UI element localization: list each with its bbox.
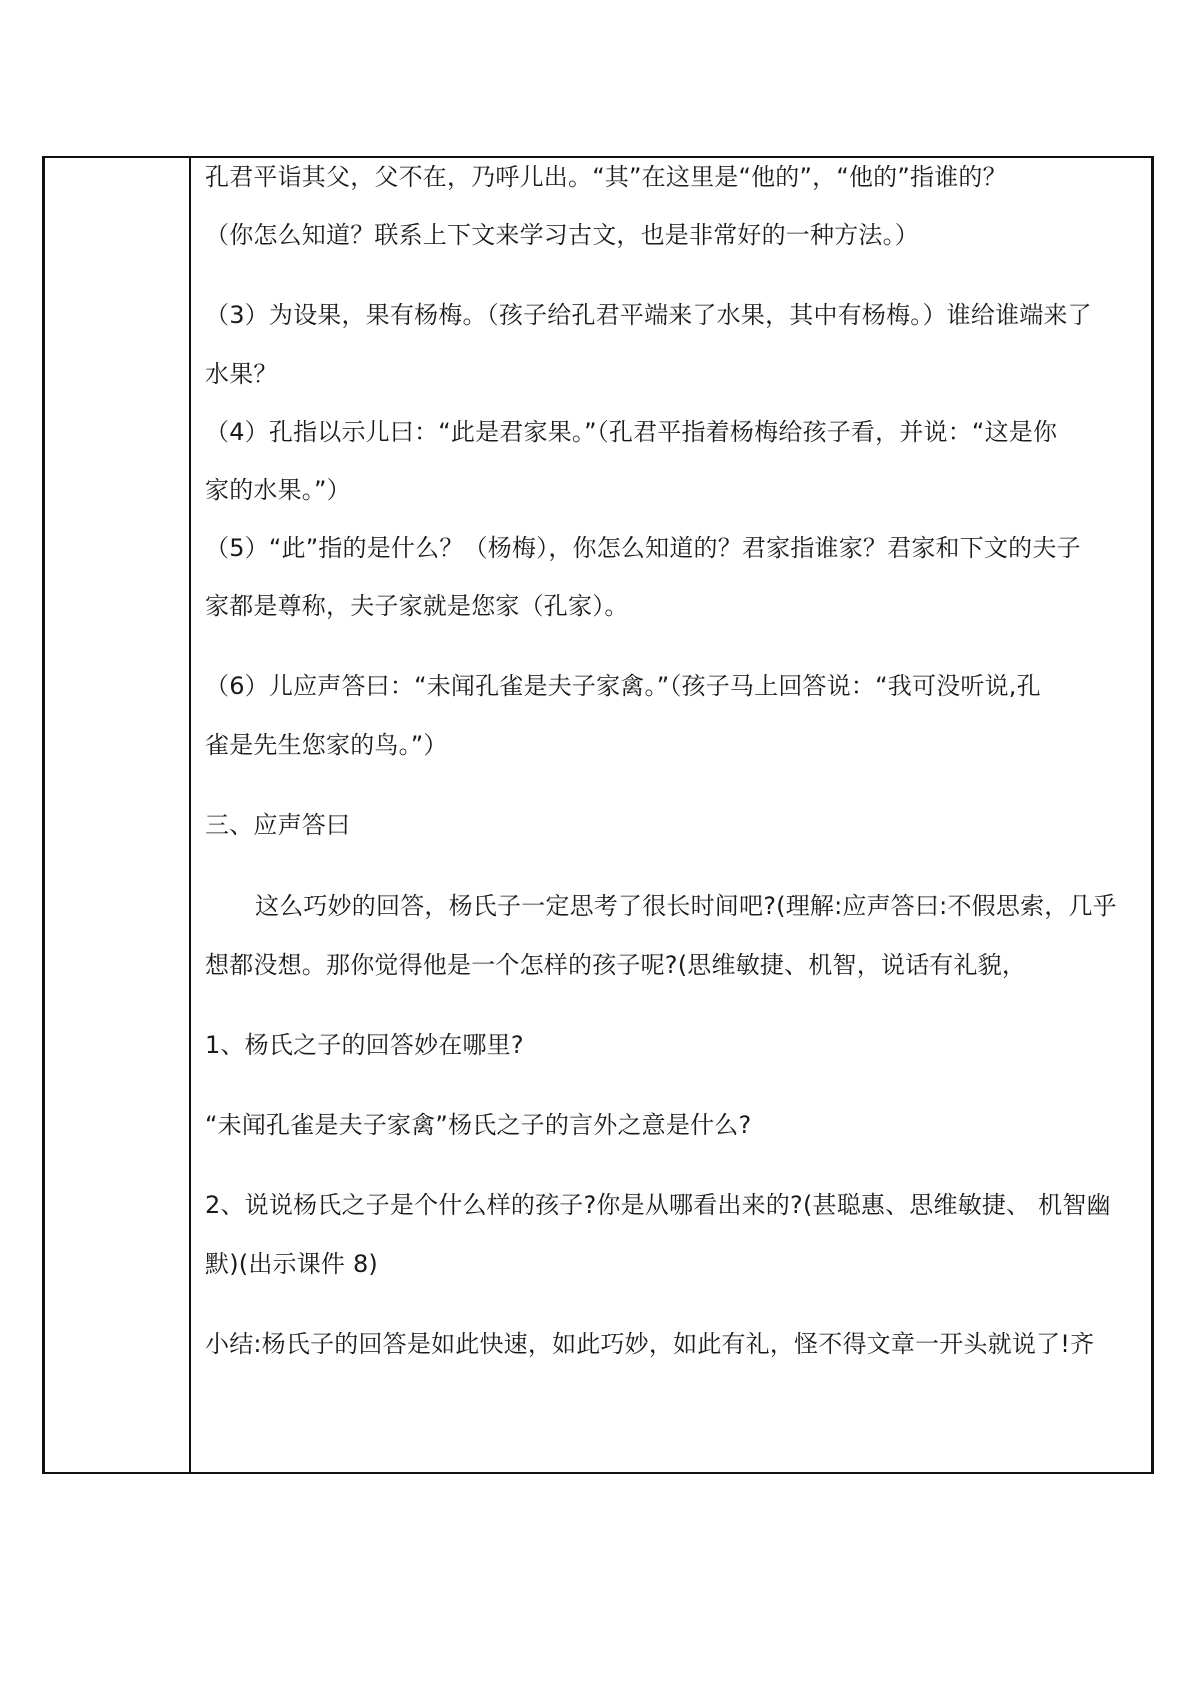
text-line: 家的水果。”）: [205, 476, 351, 504]
text-line: 水果？: [205, 360, 278, 388]
left-column-cell: [45, 158, 191, 1472]
text-line: 想都没想。那你觉得他是一个怎样的孩子呢?(思维敏捷、机智，说话有礼貌，: [205, 951, 1027, 979]
text-line: （3）为设果，果有杨梅。（孩子给孔君平端来了水果，其中有杨梅。）谁给谁端来了: [205, 301, 1092, 329]
text-line: （5）“此”指的是什么？（杨梅），你怎么知道的？君家指谁家？君家和下文的夫子: [205, 534, 1081, 562]
text-line: 这么巧妙的回答，杨氏子一定思考了很长时间吧?(理解:应声答曰:不假思索，几乎: [255, 892, 1117, 920]
text-line: 默)(出示课件 8): [205, 1250, 378, 1278]
text-line: 家都是尊称，夫子家就是您家（孔家）。: [205, 592, 629, 620]
content-cell: [191, 158, 1151, 1472]
text-line: 雀是先生您家的鸟。”）: [205, 731, 448, 759]
text-line: （4）孔指以示儿曰：“此是君家果。”（孔君平指着杨梅给孩子看，并说：“这是你: [205, 418, 1058, 446]
text-line: 1、杨氏之子的回答妙在哪里?: [205, 1031, 524, 1059]
section-heading: 三、应声答曰: [205, 811, 351, 839]
text-line: 小结:杨氏子的回答是如此快速，如此巧妙，如此有礼，怪不得文章一开头就说了!齐: [205, 1330, 1095, 1358]
text-line: （6）儿应声答曰：“未闻孔雀是夫子家禽。”（孩子马上回答说：“我可没听说,孔: [205, 672, 1041, 700]
lesson-table: [42, 156, 1154, 1474]
text-line: （你怎么知道？联系上下文来学习古文，也是非常好的一种方法。）: [205, 221, 919, 249]
text-line: 孔君平诣其父，父不在，乃呼儿出。“其”在这里是“他的”，“他的”指谁的？: [205, 163, 1007, 191]
text-line: “未闻孔雀是夫子家禽”杨氏之子的言外之意是什么?: [205, 1111, 752, 1139]
text-line: 2、说说杨氏之子是个什么样的孩子?你是从哪看出来的?(甚聪惠、思维敏捷、 机智幽: [205, 1191, 1111, 1219]
